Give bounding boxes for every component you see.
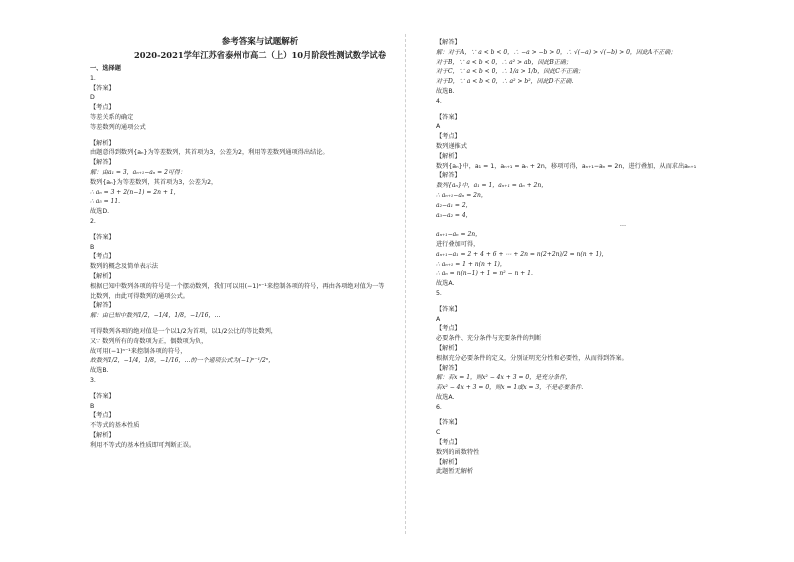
text-line: 解：对于A，∵ a < b < 0，∴ −a > −b > 0，∴ √(−a) > √(−b) > 0，因此A不正确；	[436, 48, 677, 56]
text-line: 根据充分必要条件的定义，分别证明充分性和必要性，从而得到答案。	[436, 354, 628, 362]
text-line: 【答案】	[436, 113, 461, 121]
text-line: 【考点】	[436, 133, 461, 141]
text-line: B	[90, 243, 95, 251]
text-line: 【解答】	[436, 364, 461, 372]
text-line: 故选A.	[436, 393, 455, 401]
text-line: 对于D，∵ a < b < 0，∴ a² > b²，因此D不正确.	[436, 78, 574, 86]
right-column-body	[436, 38, 776, 477]
text-line: 解：若x = 1，则x² − 4x + 3 = 0，是充分条件，	[436, 374, 572, 382]
text-line: ∴ aₙ = n(n−1) + 1 = n² − n + 1.	[436, 270, 533, 278]
text-line: a₃−a₂ = 4，	[436, 211, 472, 219]
right-column	[436, 38, 776, 477]
text-line: ∴ aₙ = 3 + 2(n−1) = 2n + 1，	[90, 188, 180, 196]
text-line: 【解析】	[436, 152, 461, 160]
text-line: 4.	[436, 97, 442, 105]
text-line: ∴ aₙ₊₁−aₙ = 2n，	[436, 191, 487, 199]
text-line: ∴ a₅ = 11.	[90, 198, 121, 206]
text-line: 一、选择题	[90, 65, 121, 72]
text-line: 【解析】	[90, 272, 115, 280]
text-line: 【考点】	[436, 325, 461, 333]
text-line: …	[619, 221, 626, 229]
text-line: aₙ₊₁−a₁ = 2 + 4 + 6 + ⋯ + 2n = n(2+2n)/2 = n(n + 1)，	[436, 250, 608, 258]
text-line: 【答案】	[436, 419, 461, 427]
text-line: 【解答】	[90, 302, 115, 310]
text-line: 5.	[436, 289, 442, 297]
text-line: 故选B.	[90, 367, 109, 375]
text-line: 由题意得到数列{aₙ}为等差数列，其首项为3，公差为2，利用等差数列通项得出结论。	[90, 149, 329, 157]
document-subtitle: 2020-2021学年江苏省泰州市高二（上）10月阶段性测试数学试卷	[133, 50, 386, 60]
text-line: 【解析】	[90, 431, 115, 439]
text-line: 对于B，∵ a < b < 0，∴ a² > ab，因此B正确；	[436, 58, 572, 66]
text-line: 2.	[90, 217, 96, 225]
text-line: 此题暂无解析	[436, 468, 474, 476]
text-line: 【考点】	[90, 104, 115, 112]
text-line: 解：由已知中数列1/2，−1/4，1/8，−1/16，…	[90, 312, 221, 320]
text-line: 1.	[90, 74, 96, 82]
text-line: 3.	[90, 376, 96, 384]
text-line: a₂−a₁ = 2，	[436, 201, 472, 209]
text-line: 又∵ 数列所有的奇数项为正，偶数项为负，	[90, 337, 208, 345]
text-line: 故选B.	[436, 87, 455, 95]
text-line: A	[436, 123, 441, 131]
text-line: 等差数列的通项公式	[90, 123, 146, 131]
text-line: 对于C，∵ a < b < 0，∴ 1/a > 1/b，因此C不正确；	[436, 68, 584, 76]
text-line: 根据已知中数列各项的符号是一个摆动数列，我们可以用(−1)ⁿ⁻¹来控制各项的符号，再由各项绝对值为一等	[90, 282, 385, 290]
text-line: 【考点】	[90, 412, 115, 420]
text-line: 【解析】	[436, 344, 461, 352]
text-line: 【解答】	[90, 159, 115, 167]
text-line: 必要条件、充分条件与充要条件的判断	[436, 335, 542, 343]
text-line: 【答案】	[90, 392, 115, 400]
text-line: 数列{aₙ}中，a₁ = 1，aₙ₊₁ = aₙ + 2n，	[436, 182, 548, 190]
text-line: 比数列，由此可得数列的通项公式。	[90, 292, 189, 300]
text-line: 等差关系的确定	[90, 113, 134, 121]
text-line: B	[90, 402, 95, 410]
text-line: 【答案】	[90, 233, 115, 241]
text-line: 数列递推式	[436, 142, 467, 150]
left-column	[90, 36, 430, 450]
text-line: 【解答】	[436, 39, 461, 46]
text-line: 数列的函数特性	[436, 448, 480, 456]
text-line: 故数列1/2，−1/4，1/8，−1/16，…的一个通项公式为(−1)ⁿ⁻¹/2ⁿ，	[90, 357, 275, 365]
text-line: D	[90, 94, 95, 102]
page-title: 参考答案与试题解析	[221, 37, 299, 47]
text-line: 不等式的基本性质	[90, 422, 140, 430]
text-line: 可得数列各项的绝对值是一个以1/2为首项，以1/2公比的等比数列，	[90, 327, 277, 335]
text-line: 【解答】	[436, 172, 461, 180]
text-line: 【答案】	[436, 305, 461, 313]
text-line: aₙ₊₁−aₙ = 2n，	[436, 231, 482, 239]
text-line: ∴ aₙ₊₁ = 1 + n(n + 1)，	[436, 260, 506, 268]
text-line: 故选A.	[436, 280, 455, 288]
text-line: A	[436, 315, 441, 323]
text-line: 【答案】	[90, 84, 115, 92]
text-line: 数列的概念及简单表示法	[90, 263, 159, 271]
text-line: 【考点】	[436, 439, 461, 447]
text-line: 数列{aₙ}中，a₁ = 1，aₙ₊₁ = aₙ + 2n，移项可得，aₙ₊₁−aₙ = 2n，进行叠加，从而求出aₙ₊₁	[436, 162, 697, 170]
left-column-body	[90, 64, 430, 450]
text-line: 数列{aₙ}为等差数列，其首项为3，公差为2，	[90, 178, 218, 186]
text-line: 故可用(−1)ⁿ⁻¹来控制各项的符号，	[90, 347, 187, 355]
text-line: 故选D.	[90, 208, 110, 216]
text-line: 利用不等式的基本性质即可判断正误。	[90, 441, 196, 449]
text-line: 【解析】	[90, 139, 115, 147]
text-line: 进行叠加可得，	[436, 240, 480, 248]
text-line: C	[436, 429, 441, 437]
text-line: 【考点】	[90, 253, 115, 261]
text-line: 若x² − 4x + 3 = 0，则x = 1或x = 3，不是必要条件.	[436, 384, 584, 392]
text-line: 【解析】	[436, 458, 461, 466]
text-line: 6.	[436, 403, 442, 411]
text-line: 解：由a₁ = 3，aₙ₊₁−aₙ = 2可得：	[90, 168, 186, 176]
